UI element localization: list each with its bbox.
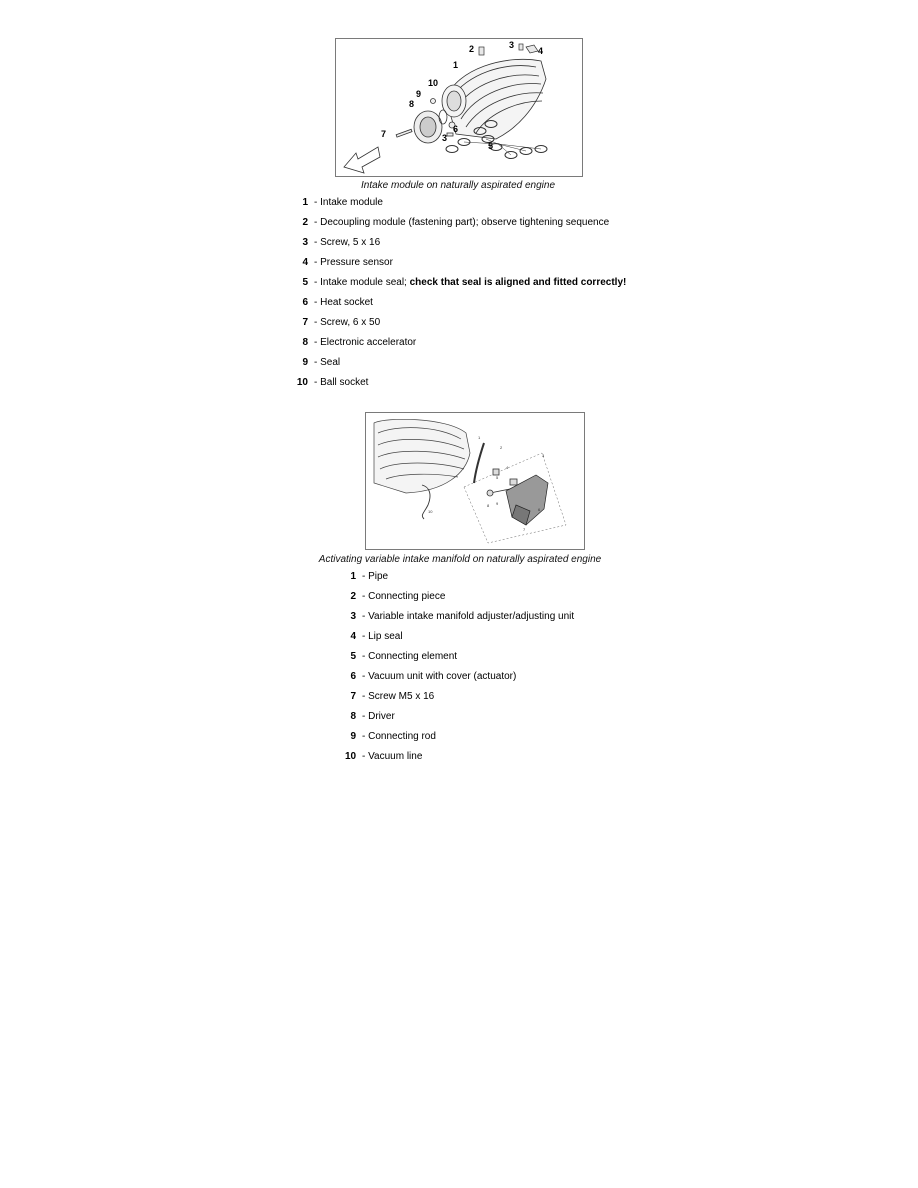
callout-3: 3: [442, 133, 448, 143]
callout-1: 1: [453, 60, 459, 70]
parts-list-intake-module: [290, 197, 690, 397]
callout-4: 4: [506, 465, 509, 470]
list-item: 3 - Screw, 5 x 16: [302, 237, 381, 248]
callout-5: 5: [488, 141, 494, 151]
callout-5: 5: [496, 475, 499, 480]
list-item: 4 - Lip seal: [350, 631, 403, 642]
callout-9: 9: [496, 501, 499, 506]
variable-intake-illustration: [366, 413, 584, 549]
list-item: 9 - Seal: [302, 357, 341, 368]
intake-module-illustration: [336, 39, 582, 176]
list-item: 10 - Ball socket: [296, 377, 369, 388]
list-item: 8 - Electronic accelerator: [302, 337, 417, 348]
list-item: 10 - Vacuum line: [345, 751, 423, 762]
figure-caption-2: Activating variable intake manifold on naturally aspirated engine: [318, 554, 602, 565]
callout-7: 7: [381, 129, 387, 139]
list-item: 6 - Heat socket: [302, 297, 373, 308]
list-item: 5 - Intake module seal; check that seal is aligned and fitted correctly!: [302, 277, 627, 288]
callout-10: 10: [428, 509, 433, 514]
callout-2: 2: [469, 44, 475, 54]
list-item: 3 - Variable intake manifold adjuster/adjusting unit: [350, 611, 575, 622]
parts-list-variable-intake: [345, 571, 645, 771]
callout-9: 9: [416, 89, 422, 99]
callout-7: 7: [523, 527, 526, 532]
list-item: 9 - Connecting rod: [350, 731, 436, 742]
figure-caption-1: Intake module on naturally aspirated engine: [360, 180, 556, 191]
callout-1: 1: [478, 435, 481, 440]
list-item: 7 - Screw, 6 x 50: [302, 317, 381, 328]
callout-6: 6: [453, 124, 459, 134]
callout-4: 4: [538, 46, 544, 56]
list-item: 8 - Driver: [350, 711, 395, 722]
list-item: 2 - Decoupling module (fastening part); observe tightening sequence: [302, 217, 610, 228]
callout-3-top: 3: [509, 40, 515, 50]
callout-2: 2: [500, 445, 503, 450]
figure-variable-intake-manifold: [365, 412, 585, 550]
list-item: 5 - Connecting element: [350, 651, 458, 662]
list-item: 7 - Screw M5 x 16: [350, 691, 435, 702]
callout-6: 6: [538, 507, 541, 512]
figure-intake-module: [335, 38, 583, 177]
list-item: 2 - Connecting piece: [350, 591, 446, 602]
seal-warning: check that seal is aligned and fitted correctly!: [409, 277, 627, 288]
list-item: 6 - Vacuum unit with cover (actuator): [350, 671, 517, 682]
list-item: 1 - Intake module: [302, 197, 383, 208]
callout-10: 10: [428, 78, 439, 88]
callout-3: 3: [542, 453, 545, 458]
callout-8: 8: [409, 99, 415, 109]
list-item: 1 - Pipe: [350, 571, 389, 582]
callout-8: 8: [487, 503, 490, 508]
list-item: 4 - Pressure sensor: [302, 257, 393, 268]
